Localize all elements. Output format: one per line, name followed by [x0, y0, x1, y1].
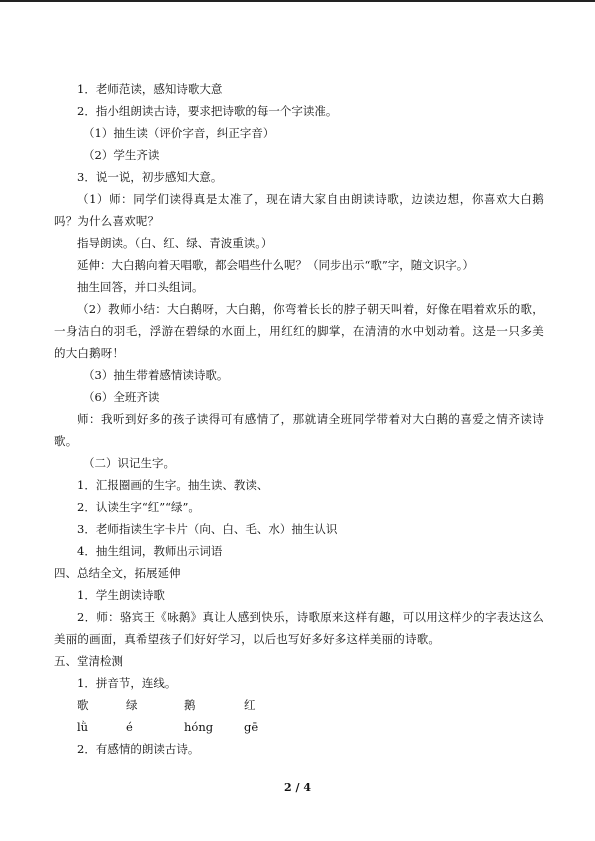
text-line: 1．学生朗读诗歌: [77, 588, 165, 602]
text-line: 延伸：大白鹅向着天唱歌，都会唱些什么呢？（同步出示“歌”字，随文识字。）: [77, 258, 475, 272]
pinyin-row: [54, 716, 544, 738]
paragraph: （1）师：同学们读得真是太准了，现在请大家自由朗读诗歌，边读边想，你喜欢大白鹅吗？为什么喜欢呢？: [54, 192, 544, 228]
pinyin-cell: lǜ: [77, 720, 89, 734]
character-cell: 鹅: [184, 698, 196, 712]
character-cell: 绿: [126, 698, 138, 712]
top-border-line: [0, 0, 595, 2]
page-number: 2 / 4: [284, 781, 311, 794]
character-cell: 红: [244, 698, 256, 712]
section-heading: 四、总结全文，拓展延伸: [54, 566, 181, 580]
text-line: （1）抽生读（评价字音，纠正字音）: [83, 126, 275, 140]
text-line: 1．汇报圈画的生字。抽生读、教读、: [77, 478, 269, 492]
text-line: 2．认读生字“红”“绿”。: [77, 500, 200, 514]
text-line: 2．指小组朗读古诗，要求把诗歌的每一个字读准。: [77, 104, 338, 118]
section-heading: （二）识记生字。: [83, 456, 175, 470]
text-line: 1．老师范读，感知诗歌大意: [77, 82, 223, 96]
character-row: [54, 694, 544, 716]
text-line: 指导朗读。（白、红、绿、青波重读。）: [77, 236, 273, 250]
pinyin-cell: gē: [244, 720, 259, 734]
text-line: 2．有感情的朗读古诗。: [77, 742, 200, 756]
text-line: （6）全班齐读: [83, 390, 160, 404]
text-line: 抽生回答，并口头组词。: [77, 280, 204, 294]
text-line: 3．老师指读生字卡片（向、白、毛、水）抽生认识: [77, 522, 338, 536]
paragraph: （2）教师小结：大白鹅呀，大白鹅，你弯着长长的脖子朝天叫着，好像在唱着欢乐的歌，一身洁白的羽毛，浮游在碧绿的水面上，用红红的脚掌，在清清的水中划动着。这是一只多美的大白鹅呀！: [54, 302, 544, 360]
paragraph: 师：我听到好多的孩子读得可有感情了，那就请全班同学带着对大白鹅的喜爱之情齐读诗歌。: [54, 412, 544, 448]
text-line: 3．说一说，初步感知大意。: [77, 170, 223, 184]
text-line: 4．抽生组词，教师出示词语: [77, 544, 223, 558]
pinyin-cell: hóng: [184, 720, 214, 734]
paragraph: 2．师：骆宾王《咏鹅》真让人感到快乐，诗歌原来这样有趣，可以用这样少的字表达这么美丽的画面，真希望孩子们好好学习，以后也写好多好多这样美丽的诗歌。: [54, 610, 544, 646]
document-body: [54, 78, 544, 760]
text-line: （2）学生齐读: [83, 148, 160, 162]
pinyin-cell: é: [126, 720, 133, 734]
section-heading: 五、堂清检测: [54, 654, 123, 668]
character-cell: 歌: [77, 698, 89, 712]
text-line: 1．拼音节，连线。: [77, 676, 177, 690]
text-line: （3）抽生带着感情读诗歌。: [83, 368, 229, 382]
